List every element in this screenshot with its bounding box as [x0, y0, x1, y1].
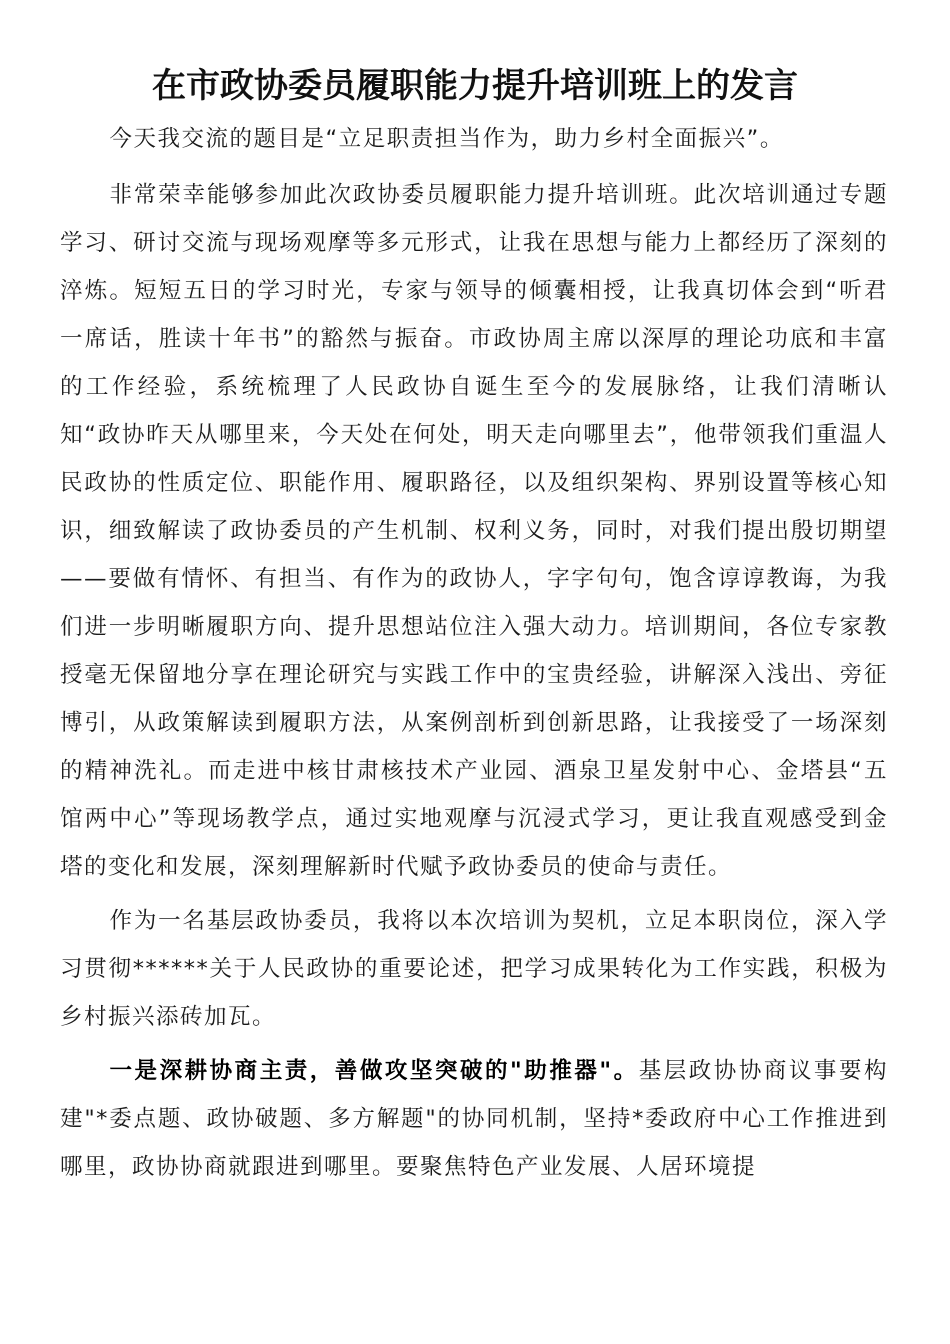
- paragraph-training-review: [60, 171, 888, 891]
- paragraph-point-one: [60, 1047, 888, 1191]
- paragraph-point-one-heading: 一是深耕协商主责，善做攻坚突破的"助推器"。: [109, 1058, 639, 1084]
- document-body: [60, 115, 888, 1197]
- document-title: 在市政协委员履职能力提升培训班上的发言: [152, 66, 798, 106]
- paragraph-training-review-text: 非常荣幸能够参加此次政协委员履职能力提升培训班。此次培训通过专题学习、研讨交流与现场观摩等多元形式，让我在思想与能力上都经历了深刻的淬炼。短短五日的学习时光，专家与领导的倾囊相授，让我真切体会到“听君一席话，胜读十年书”的豁然与振奋。市政协周主席以深厚的理论功底和丰富的工作经验，系统梳理了人民政协自诞生至今的发展脉络，让我们清晰认知“政协昨天从哪里来，今天处在何处，明天走向哪里去”，他带领我们重温人民政协的性质定位、职能作用、履职路径，以及组织架构、界别设置等核心知识，细致解读了政协委员的产生机制、权利义务，同时，对我们提出殷切期望——要做有情怀、有担当、有作为的政协人，字字句句，饱含谆谆教诲，为我们进一步明晰履职方向、提升思想站位注入强大动力。培训期间，各位专家教授毫无保留地分享在理论研究与实践工作中的宝贵经验，讲解深入浅出、旁征博引，从政策解读到履职方法，从案例剖析到创新思路，让我接受了一场深刻的精神洗礼。而走进中核甘肃核技术产业园、酒泉卫星发射中心、金塔县“五馆两中心”等现场教学点，通过实地观摩与沉浸式学习，更让我直观感受到金塔的变化和发展，深刻理解新时代赋予政协委员的使命与责任。: [60, 182, 888, 880]
- paragraph-topic-text: 今天我交流的题目是“立足职责担当作为，助力乡村全面振兴”。: [109, 126, 784, 152]
- paragraph-commitment-text: 作为一名基层政协委员，我将以本次培训为契机，立足本职岗位，深入学习贯彻******关于人民政协的重要论述，把学习成果转化为工作实践，积极为乡村振兴添砖加瓦。: [60, 908, 888, 1030]
- paragraph-point-one-text: 基层政协协商议事要构建"*委点题、政协破题、多方解题"的协同机制，坚持*委政府中心工作推进到哪里，政协协商就跟进到哪里。要聚焦特色产业发展、人居环境提: [60, 1058, 888, 1180]
- paragraph-topic: [60, 115, 888, 163]
- paragraph-commitment: [60, 897, 888, 1041]
